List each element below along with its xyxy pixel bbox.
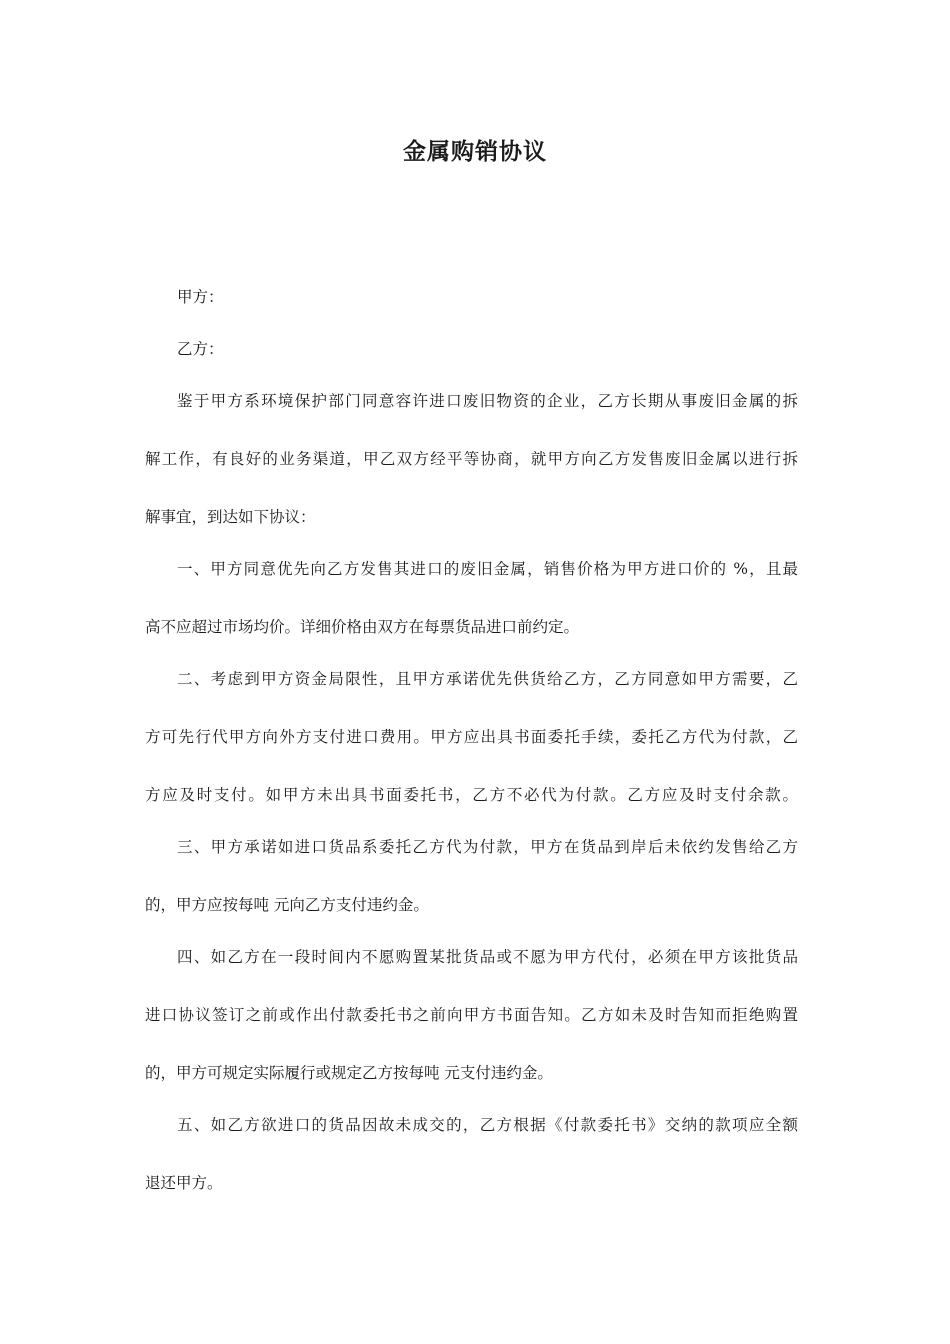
preamble-line: 解事宜，到达如下协议：: [145, 508, 316, 526]
preamble-line: 解工作，有良好的业务渠道，甲乙双方经平等协商，就甲方向乙方发售废旧金属以进行拆: [145, 450, 798, 468]
document-body: [145, 282, 798, 1198]
party-a-line: 甲方：: [177, 288, 224, 306]
party-b-line: 乙方：: [177, 340, 224, 358]
clause-1-line: 一、甲方同意优先向乙方发售其进口的废旧金属，销售价格为甲方进口价的 %，且最: [177, 560, 798, 578]
preamble-line: 鉴于甲方系环境保护部门同意容许进口废旧物资的企业，乙方长期从事废旧金属的拆: [177, 392, 798, 410]
clause-4-line: 进口协议签订之前或作出付款委托书之前向甲方书面告知。乙方如未及时告知而拒绝购置: [145, 1006, 798, 1024]
clause-1-line: 高不应超过市场均价。详细价格由双方在每票货品进口前约定。: [145, 618, 580, 636]
clause-5-line: 五、如乙方欲进口的货品因故未成交的，乙方根据《付款委托书》交纳的款项应全额: [177, 1116, 798, 1134]
clause-4-line: 四、如乙方在一段时间内不愿购置某批货品或不愿为甲方代付，必须在甲方该批货品: [177, 948, 798, 966]
clause-3-line: 的，甲方应按每吨 元向乙方支付违约金。: [145, 896, 429, 914]
clause-2-line: 方可先行代甲方向外方支付进口费用。甲方应出具书面委托手续，委托乙方代为付款，乙: [145, 728, 798, 746]
clause-2-line: 方应及时支付。如甲方未出具书面委托书，乙方不必代为付款。乙方应及时支付余款。: [145, 786, 798, 804]
clause-2-line: 二、考虑到甲方资金局限性，且甲方承诺优先供货给乙方，乙方同意如甲方需要，乙: [177, 670, 798, 688]
clause-5-line: 退还甲方。: [145, 1174, 223, 1192]
document-title: 金属购销协议: [403, 138, 547, 165]
clause-4-line: 的，甲方可规定实际履行或规定乙方按每吨 元支付违约金。: [145, 1064, 553, 1082]
clause-3-line: 三、甲方承诺如进口货品系委托乙方代为付款，甲方在货品到岸后未依约发售给乙方: [177, 838, 798, 856]
